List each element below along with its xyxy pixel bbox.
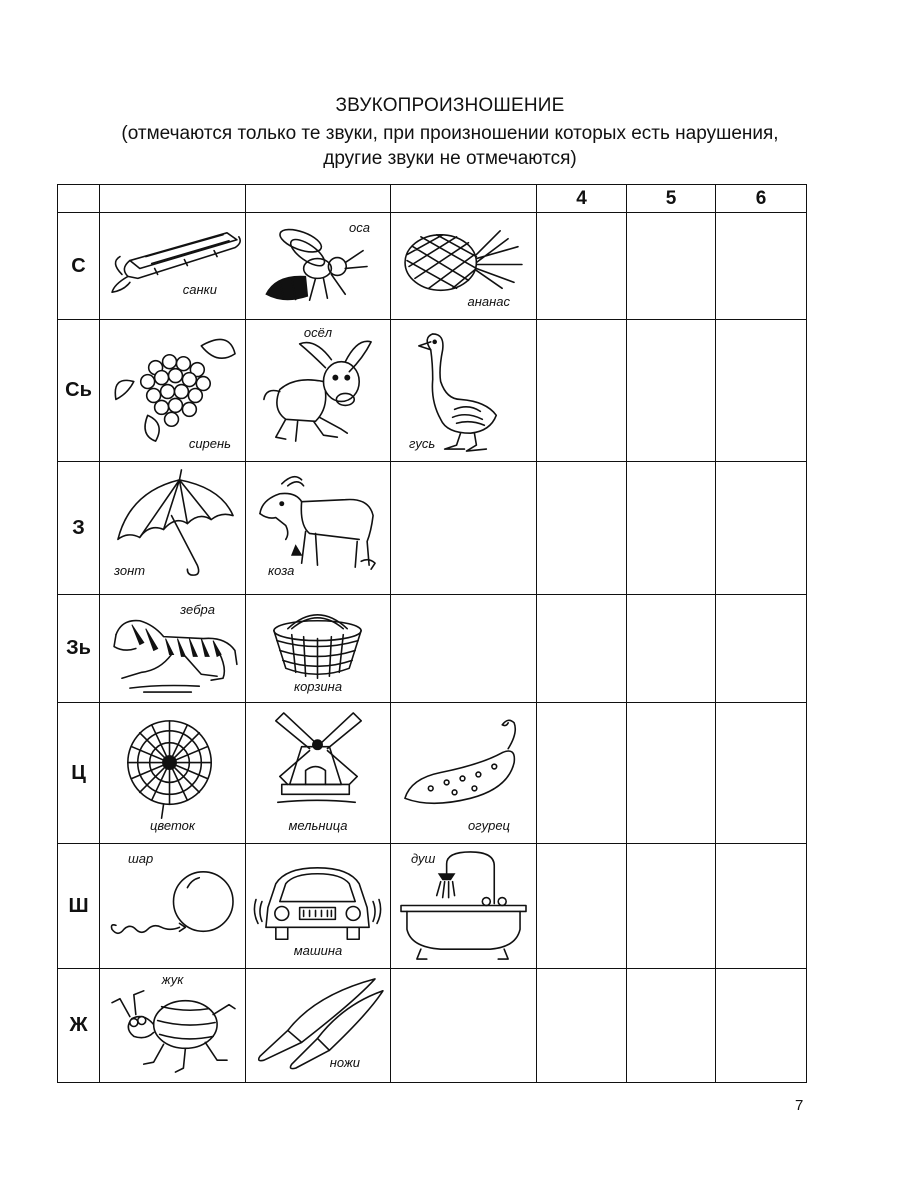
header-cell (391, 185, 537, 213)
sound-pronunciation-table (57, 184, 807, 1083)
picture-cell (100, 844, 246, 969)
picture-label: мельница (288, 818, 348, 833)
table-row (58, 462, 807, 595)
page-number: 7 (795, 1097, 804, 1114)
table-row (58, 969, 807, 1083)
picture-cell (100, 969, 246, 1083)
table-row (58, 320, 807, 462)
picture-label: ананас (467, 294, 510, 309)
header-cell (246, 185, 391, 213)
table-row (58, 213, 807, 320)
picture-cell (100, 213, 246, 320)
header-cell-6: 6 (716, 185, 807, 213)
sound-label: С (58, 213, 100, 320)
empty-cell (391, 969, 537, 1083)
sound-label: Ш (58, 844, 100, 969)
picture-label: гусь (409, 436, 436, 451)
picture-cell (100, 320, 246, 462)
sound-label: Зь (58, 595, 100, 703)
subtitle-line-1: (отмечаются только те звуки, при произношении которых есть нарушения, (121, 123, 779, 144)
picture-cell (246, 462, 391, 595)
picture-cell (391, 320, 537, 462)
picture-label: шар (128, 851, 154, 866)
sound-label: Сь (58, 320, 100, 462)
sound-label: Ж (58, 969, 100, 1083)
donkey-icon (246, 320, 390, 461)
picture-cell (100, 462, 246, 595)
mark-cell[interactable] (716, 320, 807, 462)
picture-cell (391, 844, 537, 969)
knives-icon (246, 969, 390, 1082)
picture-label: цветок (149, 818, 196, 833)
sound-label: Ц (58, 703, 100, 844)
page-title: ЗВУКОПРОИЗНОШЕНИЕ (335, 95, 565, 116)
header-cell-4: 4 (537, 185, 627, 213)
picture-cell (246, 703, 391, 844)
mark-cell[interactable] (537, 969, 627, 1083)
header-cell (58, 185, 100, 213)
mark-cell[interactable] (627, 844, 716, 969)
table-row (58, 595, 807, 703)
mark-cell[interactable] (537, 595, 627, 703)
mark-cell[interactable] (537, 462, 627, 595)
sound-label: З (58, 462, 100, 595)
mark-cell[interactable] (537, 213, 627, 320)
mark-cell[interactable] (716, 844, 807, 969)
picture-label: сирень (188, 436, 231, 451)
picture-label: корзина (293, 679, 343, 694)
picture-label: душ (411, 851, 436, 866)
mark-cell[interactable] (716, 462, 807, 595)
empty-cell (391, 462, 537, 595)
zebra-icon (100, 595, 245, 702)
picture-cell (246, 844, 391, 969)
sled-icon (100, 213, 245, 319)
empty-cell (391, 595, 537, 703)
page-subtitle (0, 121, 900, 171)
mark-cell[interactable] (627, 595, 716, 703)
mark-cell[interactable] (716, 969, 807, 1083)
picture-label: коза (268, 563, 295, 578)
picture-cell (246, 595, 391, 703)
mark-cell[interactable] (537, 320, 627, 462)
picture-cell (246, 320, 391, 462)
mark-cell[interactable] (627, 213, 716, 320)
picture-label: жук (161, 972, 184, 987)
mark-cell[interactable] (627, 320, 716, 462)
pineapple-icon (391, 213, 536, 319)
picture-cell (100, 703, 246, 844)
header-cell (100, 185, 246, 213)
picture-label: оса (349, 220, 370, 235)
picture-cell (391, 213, 537, 320)
cucumber-icon (391, 703, 536, 843)
table-row (58, 844, 807, 969)
balloon-icon (100, 844, 245, 968)
picture-cell (246, 213, 391, 320)
picture-label: осёл (303, 325, 333, 340)
mark-cell[interactable] (627, 462, 716, 595)
picture-label: машина (293, 943, 343, 958)
mark-cell[interactable] (627, 703, 716, 844)
picture-cell (246, 969, 391, 1083)
header-cell-5: 5 (627, 185, 716, 213)
picture-label: санки (182, 282, 217, 297)
picture-label: зебра (180, 602, 215, 617)
subtitle-line-2: другие звуки не отмечаются) (323, 148, 577, 169)
mark-cell[interactable] (716, 703, 807, 844)
mark-cell[interactable] (716, 595, 807, 703)
table-row (58, 703, 807, 844)
mark-cell[interactable] (537, 703, 627, 844)
picture-label: ножи (329, 1055, 360, 1070)
mark-cell[interactable] (537, 844, 627, 969)
mark-cell[interactable] (716, 213, 807, 320)
picture-cell (100, 595, 246, 703)
mark-cell[interactable] (627, 969, 716, 1083)
picture-label: зонт (114, 563, 146, 578)
table-header-row (58, 185, 807, 213)
picture-label: огурец (467, 818, 510, 833)
picture-cell (391, 703, 537, 844)
